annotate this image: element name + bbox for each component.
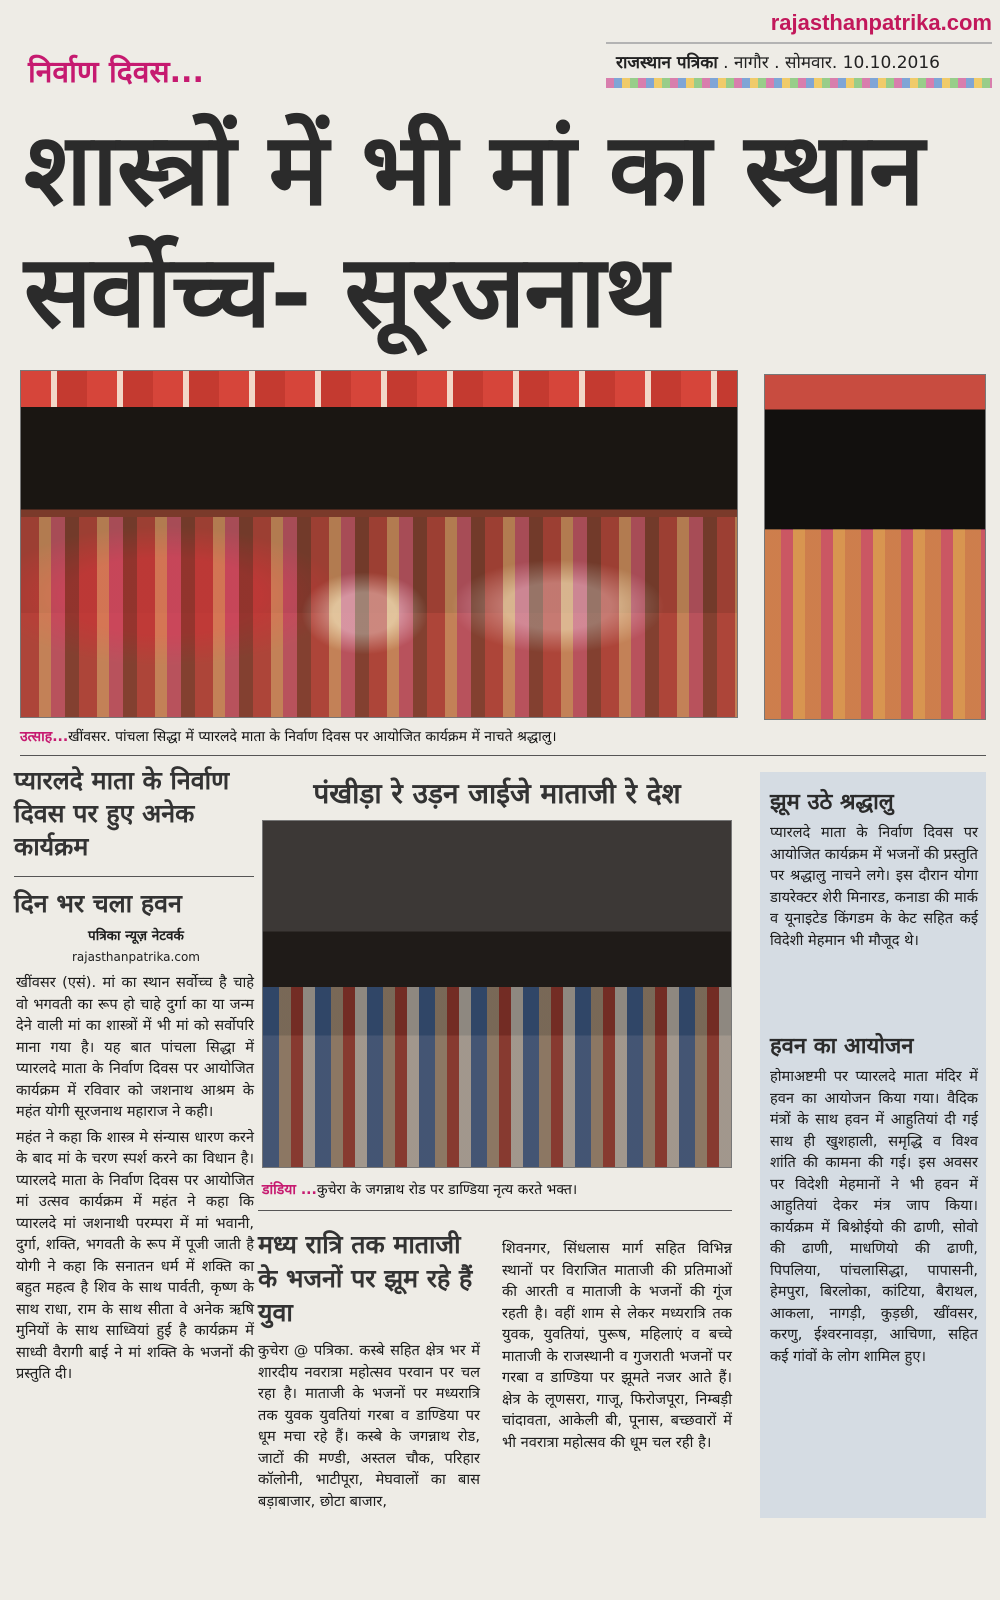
center-story-headline: पंखीड़ा रे उड़न जाईजे माताजी रे देश (313, 777, 681, 810)
caption-tag: उत्साह... (20, 729, 69, 745)
masthead (606, 8, 992, 94)
photo-dancing-devotees (20, 370, 738, 718)
photo-dandiya (262, 820, 732, 1168)
edition-line (616, 50, 940, 73)
crowd (21, 517, 737, 717)
center-col-2: शिवनगर, सिंधलास मार्ग सहित विभिन्न स्थानों पर विराजित माताजी की प्रतिमाओं की आरती व माताजी के भजनों की गूंज रहती है। वहीं शाम से लेकर मध्यरात्रि तक युवक, युवतियां, पुरूष, महिलाएं व बच्चे माताजी के राजस्थानी व गुजराती भजनों पर गरबा व डाण्डिया पर झूमते नजर आते हैं। क्षेत्र के लूणसरा, गाजू, फिरोजपूरा, निम्बड़ी चांदावता, आकेली बी, पूनास, बच्छवारों में भी नवरात्रा महोत्सव की धूम चल रही है। (502, 1240, 732, 1451)
center-sub-headline: मध्य रात्रि तक माताजी के भजनों पर झूम रहे हैं युवा (258, 1230, 473, 1327)
paragraph: खींवसर (एसं). मां का स्थान सर्वोच्च है चाहे वो भगवती का रूप हो चाहे दुर्गा का या जन्म देने वाली मां का शास्त्रों में भी मां को सर्वोपरि माना गया है। यह बात पांचला सिद्धा में प्यारलदे माता के निर्वाण दिवस पर आयोजित कार्यक्रम में रविवार को जशनाथ आश्रम के महंत योगी सूरजनाथ महाराज ने कही। (16, 974, 254, 1120)
left-story-body (16, 972, 254, 1389)
photo-devotees-side (764, 374, 986, 720)
sidebar-head-2: हवन का आयोजन (770, 1034, 914, 1059)
left-story-subhead: दिन भर चला हवन (14, 889, 182, 918)
caption-text: खींवसर. पांचला सिद्धा में प्यारलदे माता के निर्वाण दिवस पर आयोजित कार्यक्रम में नाचते श्रद्धालु। (68, 729, 557, 745)
paper-name: राजस्थान पत्रिका (616, 53, 718, 73)
decorative-band (606, 78, 992, 88)
masthead-divider (606, 42, 992, 44)
divider (14, 876, 254, 877)
byline: पत्रिका न्यूज़ नेटवर्क (88, 928, 184, 944)
crowd (765, 529, 985, 719)
sidebar-text-1: प्यारलदे माता के निर्वाण दिवस पर आयोजित कार्यक्रम में भजनों की प्रस्तुति पर श्रद्धालु नाचने लगे। इस दौरान योगा डायरेक्टर शेरी मिनारड, कनाडा की मार्क व यूनाइटेड किंगडम के केट सहित कई विदेशी मेहमान भी मौजूद थे। (770, 824, 978, 949)
tent-canopy (21, 371, 737, 407)
site-url: rajasthanpatrika.com (770, 10, 992, 35)
sidebar-box (760, 772, 986, 1518)
divider (20, 755, 986, 756)
main-headline: शास्त्रों में भी मां का स्थान सर्वोच्च- सूरजनाथ (24, 110, 924, 350)
kicker: निर्वाण दिवस... (28, 55, 204, 90)
divider (258, 1210, 732, 1211)
left-story-headline: प्यारलदे माता के निर्वाण दिवस पर हुए अनेक कार्यक्रम (14, 766, 230, 861)
caption-tag: डांडिया ... (262, 1182, 317, 1198)
photo-caption-dandiya (262, 1180, 577, 1199)
byline-web: rajasthanpatrika.com (72, 950, 200, 964)
center-col-1: कुचेरा @ पत्रिका. कस्बे सहित क्षेत्र भर में शारदीय नवरात्रा महोत्सव परवान पर चल रहा है। माताजी के भजनों पर मध्यरात्रि तक युवक युवतियां गरबा व डाण्डिया पर धूम मचा रहे हैं। कस्बे के जगन्नाथ रोड, जाटों की मण्डी, अस्तल चौक, परिहार कॉलोनी, भाटीपूरा, मेघवालों का बास बड़ाबाजार, छोटा बाजार, (258, 1342, 480, 1510)
sidebar-head-1: झूम उठे श्रद्धालु (770, 790, 894, 815)
crowd (263, 987, 731, 1167)
sidebar-text-2: होमाअष्टमी पर प्यारलदे माता मंदिर में हवन का आयोजन किया गया। वैदिक मंत्रों के साथ हवन में आहुतियां दी गई साथ ही खुशहाली, समृद्धि व विश्व शांति की कामना की गई। इस अवसर पर विदेशी मेहमानों ने भी हवन में आहुतियां देकर मंत्र जाप किया। कार्यक्रम में बिश्नोईयो की ढाणी, सोवो की ढाणी, माधणियो की ढाणी, पिपलिया, पांचलासिद्धा, पापासनी, हेमपुरा, बिरलोका, कांटिया, बैराथल, आकला, नागड़ी, कुड़छी, खींवसर, करणु, ईश्वरनावड़ा, आचिणा, सहित कई गांवों के लोग शामिल हुए। (770, 1068, 978, 1365)
paragraph: महंत ने कहा कि शास्त्र मे संन्यास धारण करने के बाद मां के चरण स्पर्श करने का विधान है। प्यारलदे माता के निर्वाण दिवस पर आयोजित मां उत्सव कार्यक्रम में महंत ने कहा कि प्यारलदे मां जशनाथी परम्परा में मां भवानी, दुर्गा, शक्ति, भगवती के रूप में पूजी जाती है योगी ने कहा कि सनातन धर्म में शक्ति का बहुत महत्व है शिव के साथ पार्वती, कृष्ण के साथ राधा, राम के साथ सीता वे अनेक ऋषि मुनियों के साथ साध्वियां हुई है कार्यक्रम में साध्वी वैरागी बाई ने मां शक्ति के भजनों की प्रस्तुति दी। (16, 1128, 254, 1382)
edition-date: . नागौर . सोमवार. 10.10.2016 (723, 53, 940, 73)
photo-caption-main (20, 727, 557, 746)
caption-text: कुचेरा के जगन्नाथ रोड पर डाण्डिया नृत्य करते भक्त। (316, 1182, 578, 1198)
